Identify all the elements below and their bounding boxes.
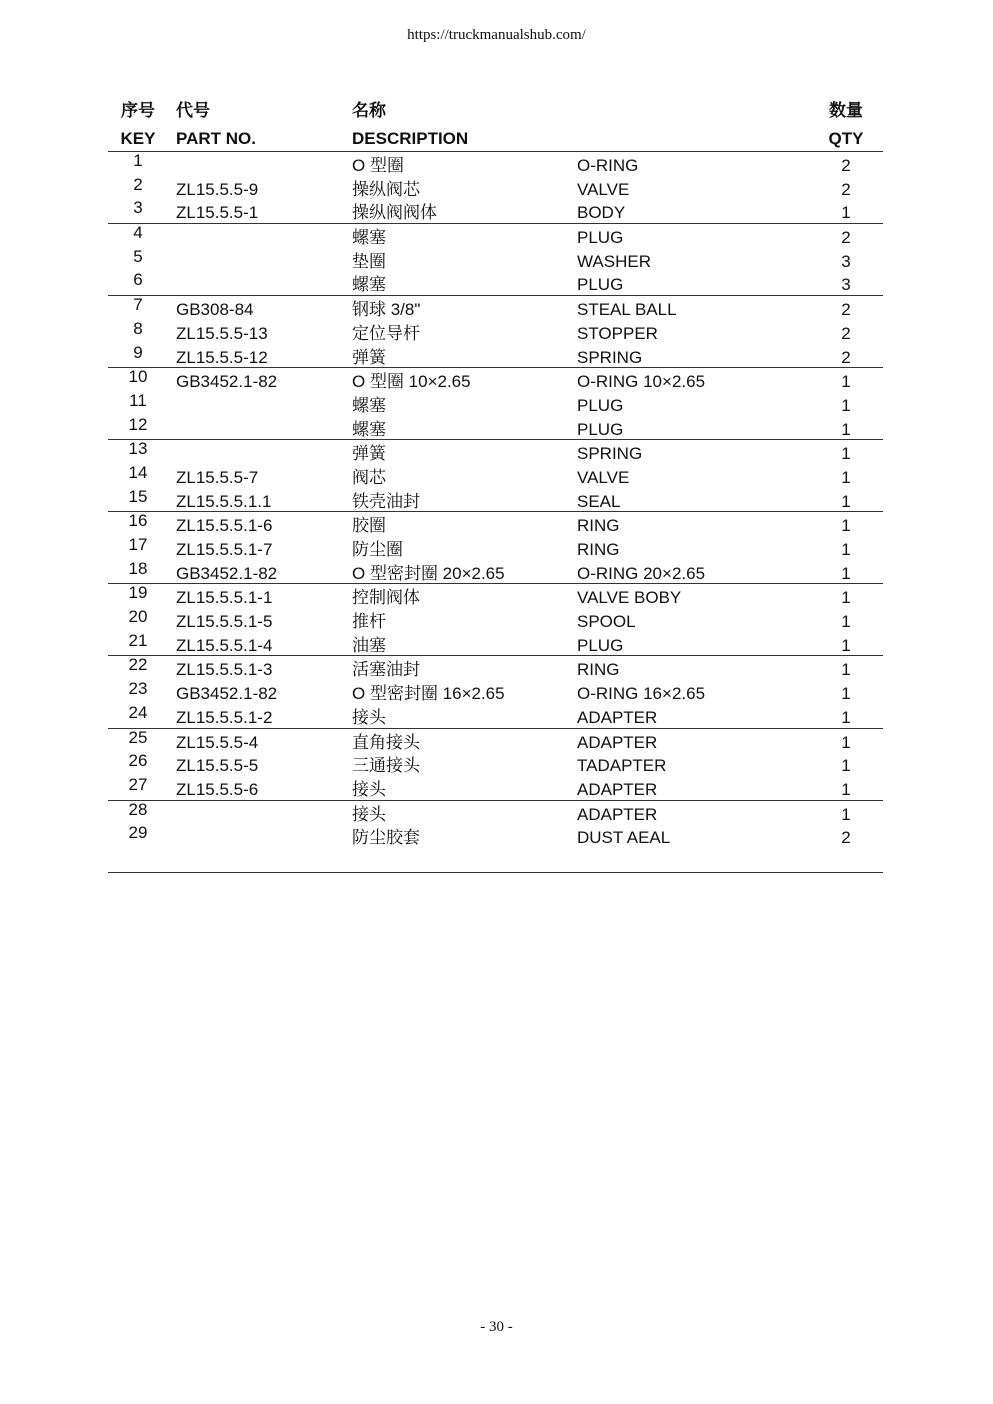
cell-name-cn: 操纵阀芯 xyxy=(352,179,420,199)
cell-qty: 1 xyxy=(841,732,851,752)
cell-name-en: STEAL BALL xyxy=(577,300,677,320)
cell-part-no: ZL15.5.5.1.1 xyxy=(176,491,272,511)
cell-part-no: ZL15.5.5.1-4 xyxy=(176,635,273,655)
cell-part-no: ZL15.5.5-13 xyxy=(176,323,268,343)
parts-table-body xyxy=(0,151,993,873)
cell-part-no: ZL15.5.5.1-6 xyxy=(176,516,273,536)
cell-part-no: ZL15.5.5.1-2 xyxy=(176,707,273,727)
table-row xyxy=(0,199,993,223)
cell-qty: 1 xyxy=(841,444,851,464)
cell-qty: 1 xyxy=(841,635,851,655)
cell-key: 9 xyxy=(133,342,143,362)
cell-key: 13 xyxy=(128,439,148,459)
cell-name-cn: 钢球 3/8" xyxy=(352,300,421,320)
cell-name-en: STOPPER xyxy=(577,323,658,343)
cell-key: 21 xyxy=(128,630,148,650)
cell-name-cn: O 型密封圈 20×2.65 xyxy=(352,563,505,583)
cell-qty: 2 xyxy=(841,228,851,248)
cell-part-no: GB3452.1-82 xyxy=(176,684,278,704)
table-bottom-rule xyxy=(108,872,883,873)
cell-key: 24 xyxy=(128,702,148,722)
cell-part-no: ZL15.5.5.1-7 xyxy=(176,540,273,559)
cell-name-cn: 操纵阀阀体 xyxy=(352,203,437,223)
cell-key: 28 xyxy=(128,799,148,819)
cell-name-en: O-RING 20×2.65 xyxy=(577,563,706,583)
cell-name-cn: 油塞 xyxy=(352,635,386,655)
cell-qty: 1 xyxy=(841,203,851,223)
cell-name-cn: 控制阀体 xyxy=(352,588,420,608)
cell-key: 17 xyxy=(128,535,148,554)
cell-key: 20 xyxy=(128,607,148,627)
cell-name-en: ADAPTER xyxy=(577,732,658,752)
table-row xyxy=(0,704,993,728)
cell-name-en: ADAPTER xyxy=(577,707,658,727)
header-part-cn: 代号 xyxy=(176,101,210,120)
cell-qty: 1 xyxy=(841,588,851,608)
cell-key: 12 xyxy=(128,414,148,434)
header-qty-en: QTY xyxy=(828,129,864,148)
cell-key: 27 xyxy=(128,774,148,794)
cell-name-cn: 接头 xyxy=(352,804,386,824)
cell-qty: 1 xyxy=(841,491,851,511)
cell-qty: 1 xyxy=(841,540,851,559)
cell-qty: 1 xyxy=(841,372,851,392)
cell-qty: 2 xyxy=(841,323,851,343)
cell-name-cn: 定位导杆 xyxy=(352,323,420,343)
cell-name-en: O-RING 10×2.65 xyxy=(577,372,706,392)
cell-part-no: GB308-84 xyxy=(176,300,254,320)
header-url[interactable]: https://truckmanualshub.com/ xyxy=(407,27,586,43)
cell-name-en: ADAPTER xyxy=(577,804,658,824)
cell-key: 8 xyxy=(133,318,143,338)
header-qty-cn: 数量 xyxy=(829,101,863,120)
cell-name-cn: 弹簧 xyxy=(352,444,386,464)
header-key-cn: 序号 xyxy=(121,101,155,120)
cell-name-cn: 阀芯 xyxy=(352,467,386,487)
cell-key: 2 xyxy=(133,174,143,194)
cell-key: 26 xyxy=(128,751,148,771)
cell-name-en: SPOOL xyxy=(577,612,636,632)
cell-key: 1 xyxy=(133,151,143,170)
cell-name-en: PLUG xyxy=(577,228,624,248)
cell-qty: 1 xyxy=(841,804,851,824)
cell-key: 11 xyxy=(129,390,147,410)
cell-name-en: RING xyxy=(577,660,620,680)
cell-name-cn: 螺塞 xyxy=(352,275,386,295)
table-row xyxy=(0,560,993,584)
table-row xyxy=(0,271,993,295)
cell-qty: 1 xyxy=(841,563,851,583)
cell-name-cn: 胶圈 xyxy=(352,516,386,536)
cell-name-cn: 螺塞 xyxy=(352,419,386,439)
cell-key: 29 xyxy=(128,823,148,843)
cell-name-cn: 推杆 xyxy=(352,612,386,632)
cell-qty: 2 xyxy=(841,828,851,848)
cell-name-cn: O 型圈 xyxy=(352,156,404,175)
cell-name-en: PLUG xyxy=(577,395,624,415)
cell-part-no: ZL15.5.5.1-5 xyxy=(176,612,273,632)
cell-name-cn: 垫圈 xyxy=(352,251,386,271)
cell-qty: 1 xyxy=(841,419,851,439)
cell-name-en: PLUG xyxy=(577,419,624,439)
cell-name-cn: O 型圈 10×2.65 xyxy=(352,372,471,392)
cell-part-no: ZL15.5.5-1 xyxy=(176,203,259,223)
cell-part-no: ZL15.5.5-4 xyxy=(176,732,259,752)
cell-name-en: VALVE xyxy=(577,179,630,199)
table-row xyxy=(0,344,993,368)
cell-qty: 1 xyxy=(841,395,851,415)
cell-name-en: SPRING xyxy=(577,444,643,464)
table-spacer xyxy=(0,848,993,872)
cell-key: 7 xyxy=(133,295,143,315)
cell-part-no: GB3452.1-82 xyxy=(176,563,278,583)
cell-qty: 2 xyxy=(841,179,851,199)
cell-key: 22 xyxy=(128,655,148,675)
cell-part-no: ZL15.5.5.1-1 xyxy=(176,588,273,608)
table-header-chinese xyxy=(0,98,993,124)
cell-name-cn: 三通接头 xyxy=(352,756,420,776)
cell-part-no: ZL15.5.5-6 xyxy=(176,779,259,799)
cell-key: 6 xyxy=(133,270,143,290)
header-desc-en: DESCRIPTION xyxy=(352,129,469,148)
cell-key: 15 xyxy=(128,486,148,506)
cell-name-cn: 螺塞 xyxy=(352,395,386,415)
cell-name-en: DUST AEAL xyxy=(577,828,671,848)
cell-name-en: O-RING xyxy=(577,156,639,175)
cell-key: 18 xyxy=(128,558,148,578)
cell-name-cn: O 型密封圈 16×2.65 xyxy=(352,684,505,704)
table-row xyxy=(0,416,993,440)
cell-name-cn: 螺塞 xyxy=(352,228,386,248)
cell-name-en: RING xyxy=(577,540,620,559)
cell-qty: 1 xyxy=(841,707,851,727)
cell-qty: 3 xyxy=(841,251,851,271)
cell-part-no: ZL15.5.5-12 xyxy=(176,347,268,367)
table-row xyxy=(0,776,993,800)
cell-name-en: RING xyxy=(577,516,620,536)
cell-name-en: ADAPTER xyxy=(577,779,658,799)
cell-name-en: PLUG xyxy=(577,635,624,655)
cell-qty: 2 xyxy=(841,300,851,320)
cell-name-en: PLUG xyxy=(577,275,624,295)
cell-part-no: GB3452.1-82 xyxy=(176,372,278,392)
cell-key: 3 xyxy=(133,198,143,218)
cell-name-cn: 接头 xyxy=(352,707,386,727)
header-desc-cn: 名称 xyxy=(352,101,386,120)
cell-name-en: SPRING xyxy=(577,347,643,367)
cell-part-no: ZL15.5.5-5 xyxy=(176,756,259,776)
cell-name-cn: 防尘圈 xyxy=(352,540,403,559)
cell-key: 16 xyxy=(128,511,148,531)
cell-part-no: ZL15.5.5.1-3 xyxy=(176,660,273,680)
cell-key: 4 xyxy=(133,223,143,243)
table-row xyxy=(0,824,993,848)
cell-qty: 1 xyxy=(841,779,851,799)
cell-name-cn: 铁壳油封 xyxy=(352,491,420,511)
cell-qty: 1 xyxy=(841,467,851,487)
header-key-en: KEY xyxy=(120,129,156,148)
cell-key: 14 xyxy=(128,462,148,482)
cell-name-en: BODY xyxy=(577,203,626,223)
page-number: - 30 - xyxy=(480,1319,513,1335)
cell-name-cn: 接头 xyxy=(352,779,386,799)
cell-name-en: VALVE xyxy=(577,467,630,487)
cell-key: 5 xyxy=(133,246,143,266)
cell-name-en: SEAL xyxy=(577,491,621,511)
cell-name-en: O-RING 16×2.65 xyxy=(577,684,706,704)
cell-key: 25 xyxy=(128,727,148,747)
header-part-en: PART NO. xyxy=(176,129,256,148)
cell-name-en: TADAPTER xyxy=(577,756,667,776)
cell-name-en: WASHER xyxy=(577,251,651,271)
cell-name-cn: 防尘胶套 xyxy=(352,828,420,848)
cell-qty: 1 xyxy=(841,684,851,704)
cell-name-en: VALVE BOBY xyxy=(577,588,682,608)
cell-qty: 2 xyxy=(841,347,851,367)
table-row xyxy=(0,488,993,512)
cell-qty: 1 xyxy=(841,516,851,536)
cell-key: 23 xyxy=(128,679,148,699)
table-row xyxy=(0,632,993,656)
cell-name-cn: 活塞油封 xyxy=(352,660,420,680)
cell-name-cn: 直角接头 xyxy=(352,732,420,752)
cell-qty: 1 xyxy=(841,756,851,776)
cell-key: 19 xyxy=(128,583,148,603)
cell-qty: 2 xyxy=(841,156,851,175)
cell-key: 10 xyxy=(128,367,148,387)
cell-part-no: ZL15.5.5-7 xyxy=(176,467,259,487)
cell-qty: 1 xyxy=(841,660,851,680)
cell-name-cn: 弹簧 xyxy=(352,347,386,367)
cell-qty: 3 xyxy=(841,275,851,295)
cell-qty: 1 xyxy=(841,612,851,632)
cell-part-no: ZL15.5.5-9 xyxy=(176,179,259,199)
